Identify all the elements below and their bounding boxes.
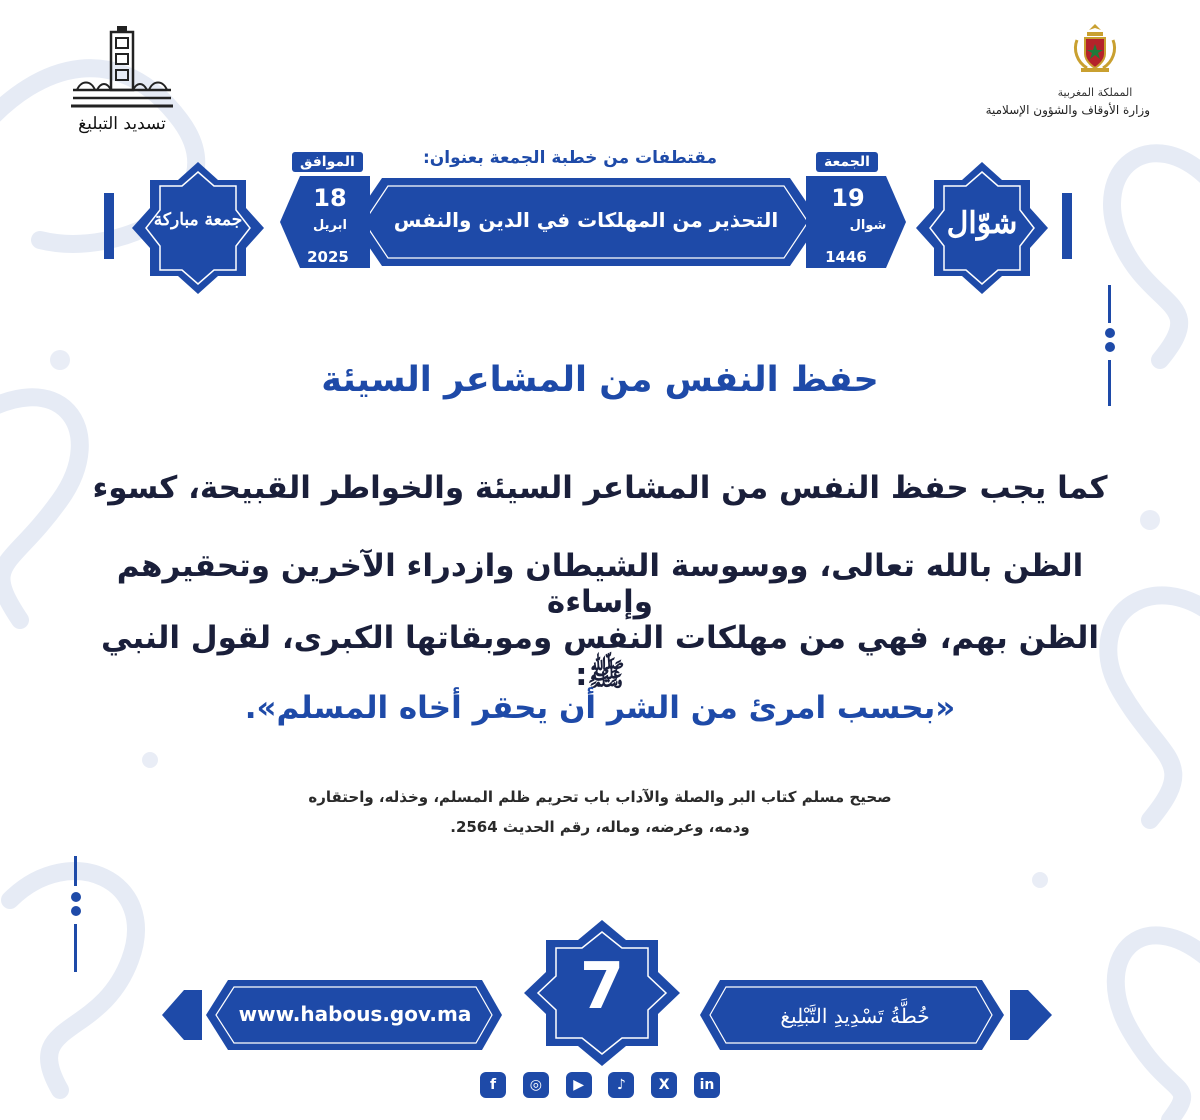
gregorian-year: 2025 (307, 248, 349, 266)
banner-subtitle: مقتطفات من خطبة الجمعة بعنوان: (423, 148, 717, 168)
body-line-1: كما يجب حفظ النفس من المشاعر السيئة والخواطر القبيحة، كسوء (92, 470, 1108, 506)
body-line-2: الظن بالله تعالى، ووسوسة الشيطان وازدراء الآخرين وتحقيرهم وإساءة (116, 548, 1084, 620)
banner-title: التحذير من المهلكات في الدين والنفس (393, 208, 779, 232)
gregorian-month: ابريل (313, 218, 347, 233)
left-divider-dots (68, 892, 84, 918)
plan-name: خُطَّةُ تَسْدِيدِ التَّبْلِيغ (780, 1004, 930, 1028)
gregorian-label: الموافق (292, 152, 363, 172)
gregorian-day: 18 (313, 184, 347, 212)
page-number: 7 (579, 950, 625, 1024)
right-divider-top (1108, 285, 1111, 323)
left-divider-top (74, 856, 77, 886)
hadith-quote: «بحسب امرئ من الشر أن يحقر أخاه المسلم». (244, 690, 956, 726)
source-reference-line-2: ودمه، وعرضه، وماله، رقم الحديث 2564. (450, 818, 750, 836)
social-icons-row (480, 1072, 720, 1100)
ministry-kingdom-text: المملكة المغربية (1057, 86, 1133, 99)
instagram-icon[interactable]: ◎ (523, 1072, 549, 1098)
shawwal-text: شوّال (946, 206, 1018, 241)
banner-left-bar (104, 193, 114, 259)
facebook-icon[interactable]: f (480, 1072, 506, 1098)
youtube-icon[interactable]: ▶ (566, 1072, 592, 1098)
right-divider-dots (1102, 328, 1118, 354)
ministry-name-text: وزارة الأوقاف والشؤون الإسلامية (985, 103, 1150, 117)
linkedin-icon[interactable]: in (694, 1072, 720, 1098)
royal-crest-icon (1071, 22, 1119, 74)
body-line-3: الظن بهم، فهي من مهلكات النفس وموبقاتها الكبرى، لقول النبي ﷺ: (101, 620, 1099, 693)
tasdid-tabligh-logo (62, 24, 182, 144)
left-divider-bottom (74, 924, 77, 972)
website-link[interactable]: www.habous.gov.ma (238, 1002, 472, 1026)
banner-right-bar (1062, 193, 1072, 259)
tiktok-icon[interactable]: ♪ (608, 1072, 634, 1098)
hijri-label: الجمعة (816, 152, 878, 172)
hijri-year: 1446 (825, 248, 867, 266)
source-reference-line-1: صحيح مسلم كتاب البر والصلة والآداب باب تحريم ظلم المسلم، وخذله، واحتقاره (308, 788, 892, 806)
right-divider-bottom (1108, 360, 1111, 406)
mosque-minaret-icon (67, 24, 177, 112)
ministry-logo (985, 22, 1150, 142)
jumua-mubaraka-text: جمعة مباركة (153, 210, 243, 230)
hijri-day: 19 (831, 184, 865, 212)
section-title: حفظ النفس من المشاعر السيئة (321, 360, 879, 400)
x-icon[interactable]: X (651, 1072, 677, 1098)
hijri-month: شوال (849, 218, 887, 233)
tasdid-logo-text: تسديد التبليغ (78, 114, 166, 134)
